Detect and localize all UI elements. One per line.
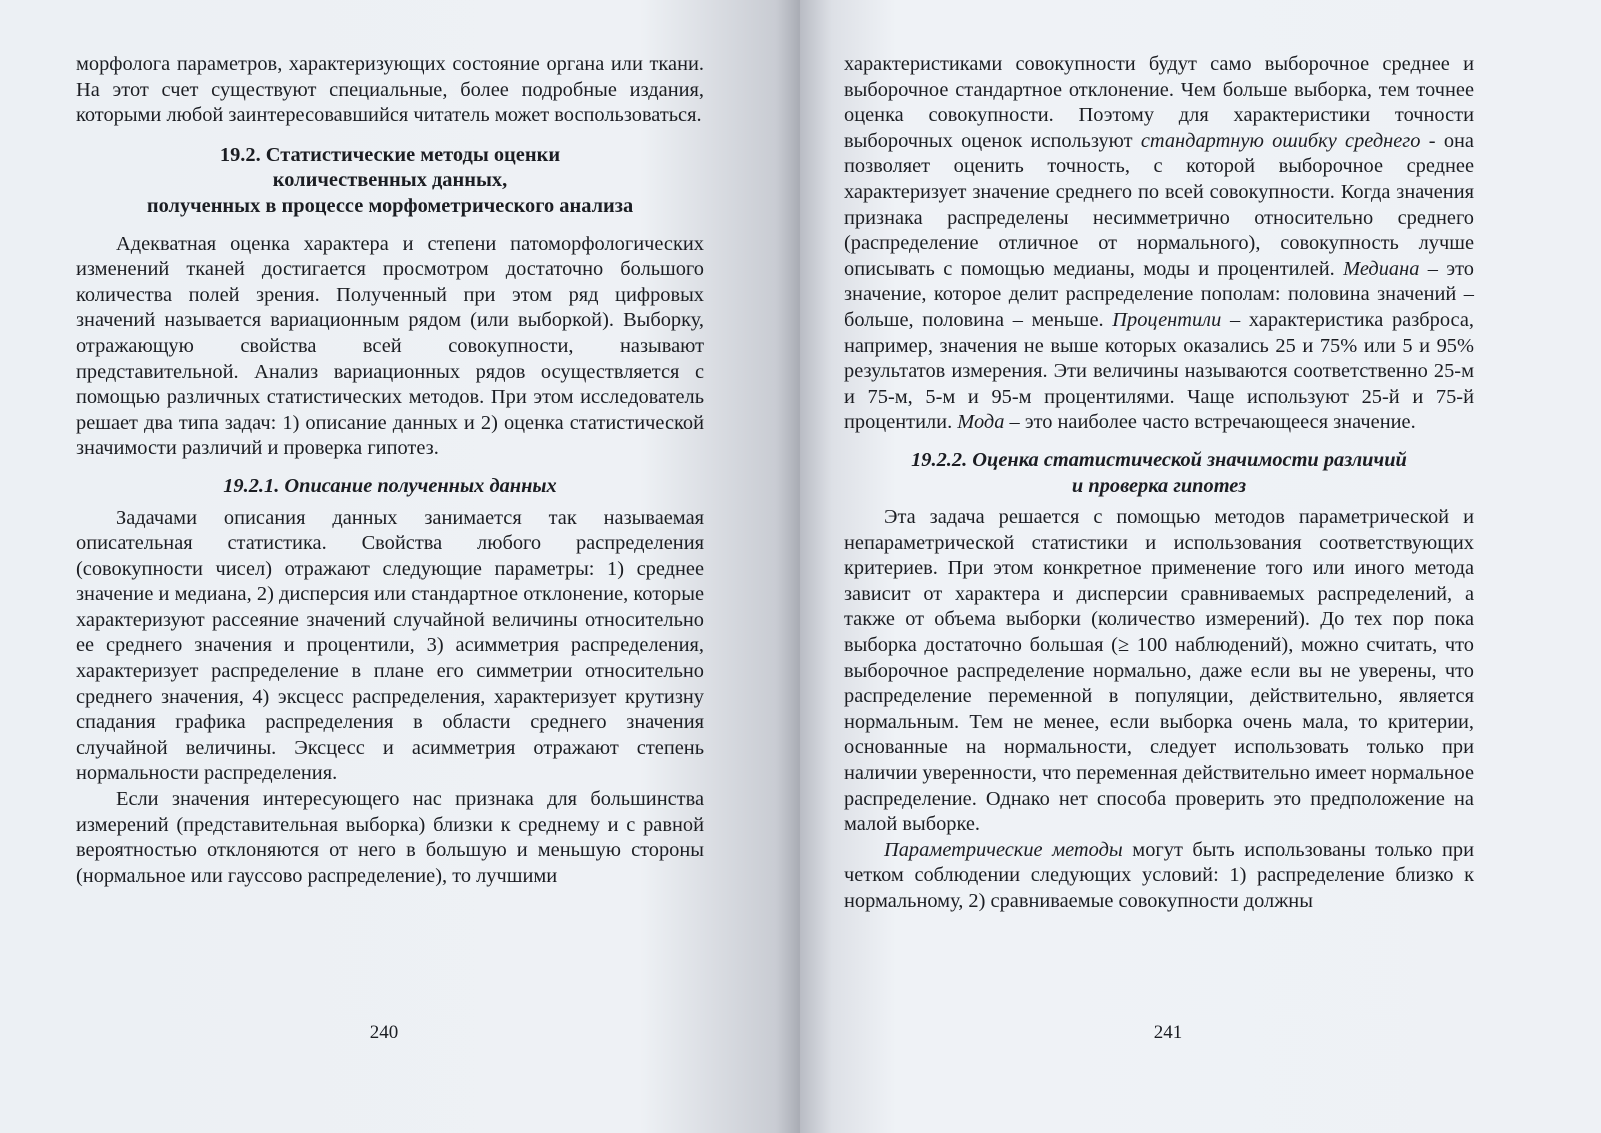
page-number-right: 241 [1153, 1022, 1183, 1043]
left-paragraph-4: Если значения интересующего нас признака для большинства измерений (представительная выборка) близки к среднему и с равной вероятностью отклоняются от него в большую и меньшую стороны (нормальное или гауссово распределение), то лучшими [76, 788, 704, 887]
right-paragraph-1 [844, 52, 1474, 436]
parametric-methods-term: Параметрические методы [884, 838, 1123, 861]
median-definition: – это значение, которое делит распределение пополам: половина значений – больше, половина – меньше. [844, 257, 1474, 331]
right-paragraph-3 [844, 838, 1474, 915]
right-paragraph-1-text-b: - она позволяет оценить точность, с которой выборочное среднее характеризует значение среднего по всей совокупности. Когда значения признака распределены несимметрично относительно среднего (распределение отличное от нормального), совокупность лучше описывать с помощью медианы, моды и процентилей. [844, 129, 1474, 280]
left-page [0, 0, 800, 1133]
subsection-heading-2 [844, 448, 1474, 499]
right-page [800, 0, 1601, 1133]
left-paragraph-2: Адекватная оценка характера и степени патоморфологических изменений тканей достигается просмотром достаточно большого количества полей зрения. Полученный при этом ряд цифровых значений называется вариационным рядом (или выборкой). Выборку, отражающую свойства всей совокупности, называют представительной. Анализ вариационных рядов осуществляется с помощью различных статистических методов. При этом исследователь решает два типа задач: 1) описание данных и 2) оценка статистической значимости различий и проверка гипотез. [76, 232, 704, 460]
left-text-column [76, 52, 704, 889]
right-paragraph-3-text: могут быть использованы только при четком соблюдении следующих условий: 1) распределение близко к нормальному, 2) сравниваемые совокупности должны [844, 838, 1474, 912]
right-text-column [844, 52, 1474, 915]
section-heading-line-1: 19.2. Статистические методы оценки [219, 143, 561, 166]
section-heading-line-2: количественных данных, [272, 169, 508, 192]
left-paragraph-1: морфолога параметров, характеризующих состояние органа или ткани. На этот счет существуют специальные, более подробные издания, которыми любой заинтересовавшийся читатель может воспользоваться. [76, 53, 704, 127]
right-paragraph-2: Эта задача решается с помощью методов параметрической и непараметрической статистики и использования соответствующих критериев. При этом конкретное применение того или иного метода зависит от характера и дисперсии сравниваемых распределений, а также от объема выборки (количество измерений). До тех пор пока выборка достаточно большая (≥ 100 наблюдений), можно считать, что выборочное распределение нормально, даже если вы не уверены, что распределение переменной в популяции, действительно, является нормальным. Тем не менее, если выборка очень мала, то критерии, основанные на нормальности, следует использовать только при наличии уверенности, что переменная действительно имеет нормальное распределение. Однако нет способа проверить это предположение на малой выборке. [844, 506, 1474, 836]
percentile-definition: – характеристика разброса, например, значения не выше которых оказались 25 и 75% или 5 и 95% результатов измерения. Эти величины называются соответственно 25-м и 75-м, 5-м и 95-м процентилями. Чаще используют 25-й и 75-й процентили. [844, 308, 1474, 434]
section-heading-line-3: полученных в процессе морфометрического анализа [146, 194, 634, 217]
mode-term: Мода [957, 411, 1005, 434]
section-heading [76, 143, 704, 220]
percentile-term: Процентили [1112, 308, 1222, 331]
subsection-heading-2-line-1: 19.2.2. Оценка статистической значимости различий [911, 448, 1407, 471]
page-number-left: 240 [369, 1022, 399, 1043]
standard-error-term: стандартную ошибку среднего [1140, 129, 1421, 152]
subsection-heading-2-line-2: и проверка гипотез [1071, 474, 1247, 497]
subsection-heading-1: 19.2.1. Описание полученных данных [223, 474, 557, 497]
right-paragraph-1-text-a: характеристиками совокупности будут само выборочное среднее и выборочное стандартное отклонение. Чем больше выборка, тем точнее оценка совокупности. Поэтому для характеристики точности выборочных оценок используют [844, 53, 1474, 152]
mode-definition: – это наиболее часто встречающееся значение. [1004, 411, 1416, 434]
median-term: Медиана [1343, 257, 1420, 280]
left-paragraph-3: Задачами описания данных занимается так называемая описательная статистика. Свойства любого распределения (совокупности чисел) отражают следующие параметры: 1) среднее значение и медиана, 2) дисперсия или стандартное отклонение, которые характеризуют рассеяние значений случайной величины относительно ее среднего значения и процентили, 3) асимметрия распределения, характеризует распределение в плане его симметрии относительно среднего значения, 4) эксцесс распределения, характеризует крутизну спадания графика распределения в области среднего значения случайной величины. Эксцесс и асимметрия отражают степень нормальности распределения. [76, 506, 704, 785]
